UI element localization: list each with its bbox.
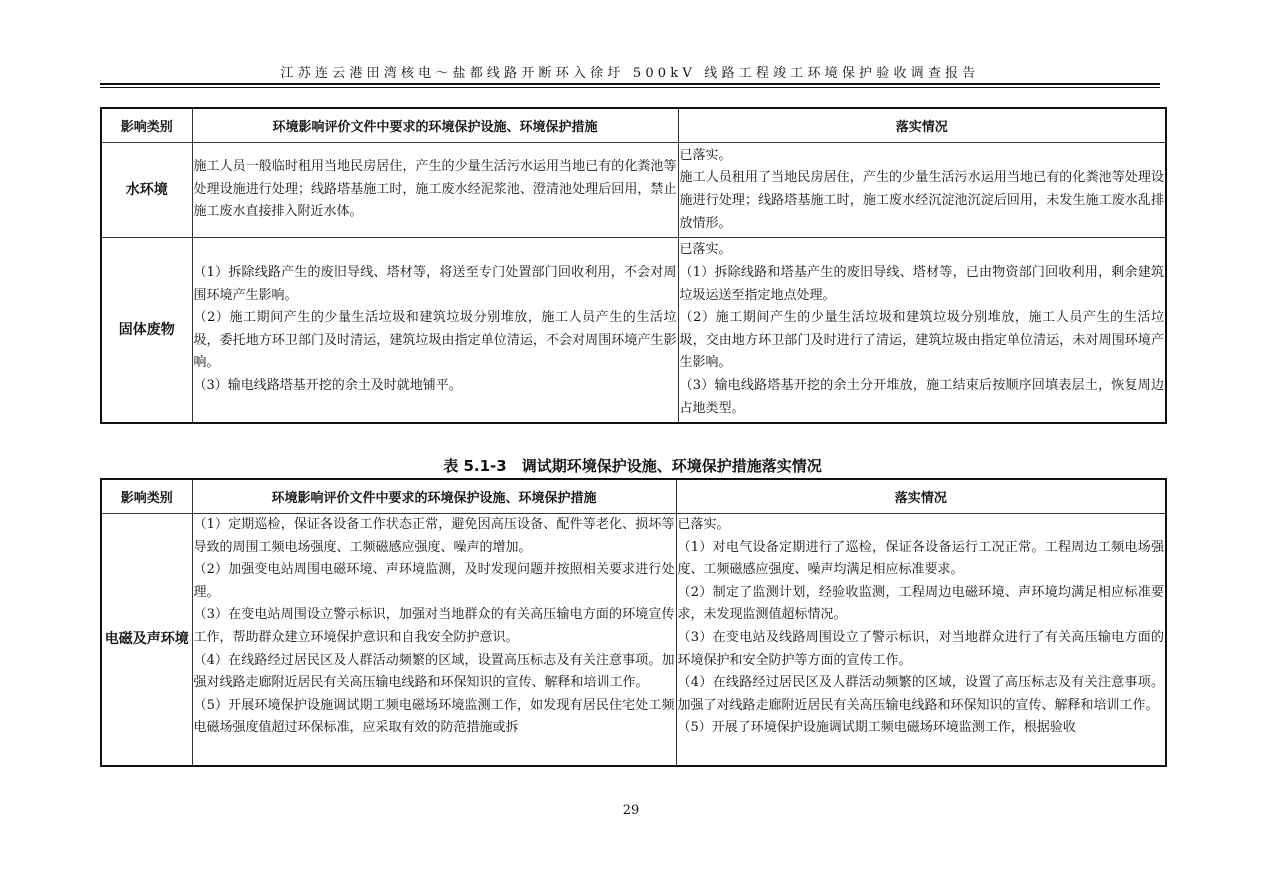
paragraph: （5）开展环境保护设施调试期工频电磁场环境监测工作，如发现有居民住宅处工频电磁场强度值超过环保标准，应采取有效的防范措施或拆 (193, 697, 675, 736)
paragraph: （1）拆除线路产生的废旧导线、塔材等，将送至专门处置部门回收利用，不会对周围环境产生影响。 (193, 264, 677, 303)
implementation-cell (678, 143, 1166, 238)
column-header-requirement: 环境影响评价文件中要求的环境保护设施、环境保护措施 (192, 108, 678, 143)
paragraph: （3）输电线路塔基开挖的余土分开堆放，施工结束后按顺序回填表层土，恢复周边占地类型。 (679, 377, 1164, 416)
paragraph: （1）拆除线路和塔基产生的废旧导线、塔材等，已由物资部门回收利用，剩余建筑垃圾运送至指定地点处理。 (679, 264, 1164, 303)
paragraph: （4）在线路经过居民区及人群活动频繁的区域，设置了高压标志及有关注意事项。加强了对线路走廊附近居民有关高压输电线路和环保知识的宣传、解释和培训工作。 (677, 675, 1164, 713)
paragraph: （2）制定了监测计划，经验收监测，工程周边电磁环境、声环境均满足相应标准要求，未发现监测值超标情况。 (677, 584, 1164, 623)
column-header-category: 影响类别 (101, 479, 192, 514)
column-header-implementation: 落实情况 (676, 479, 1166, 514)
table-caption: 表 5.1-3 调试期环境保护设施、环境保护措施落实情况 (443, 457, 822, 475)
paragraph: （5）开展了环境保护设施调试期工频电磁场环境监测工作，根据验收 (677, 720, 1076, 736)
table-construction-measures (100, 107, 1167, 424)
paragraph: （2）施工期间产生的少量生活垃圾和建筑垃圾分别堆放，施工人员产生的生活垃圾，委托地方环卫部门及时清运，建筑垃圾由指定单位清运，不会对周围环境产生影响。 (193, 310, 677, 371)
running-header: 江苏连云港田湾核电～盐都线路开断环入徐圩 500kV 线路工程竣工环境保护验收调查报告 (280, 66, 980, 81)
paragraph: （2）加强变电站周围电磁环境、声环境监测，及时发现问题并按照相关要求进行处理。 (193, 562, 675, 600)
paragraph: 施工人员租用了当地民房居住，产生的少量生活污水运用当地已有的化粪池等处理设施进行处理；线路塔基施工时，施工废水经沉淀池沉淀后回用，未发生施工废水乱排放情形。 (679, 170, 1164, 231)
paragraph: （1）对电气设备定期进行了巡检，保证各设备运行工况正常。工程周边工频电场强度、工频磁感应强度、噪声均满足相应标准要求。 (677, 539, 1164, 578)
column-header-requirement: 环境影响评价文件中要求的环境保护设施、环境保护措施 (192, 479, 676, 514)
category-cell: 电磁及声环境 (101, 514, 192, 766)
paragraph: （4）在线路经过居民区及人群活动频繁的区域，设置高压标志及有关注意事项。加强对线路走廊附近居民有关高压输电线路和环保知识的宣传、解释和培训工作。 (193, 652, 675, 691)
paragraph: （3）在变电站周围设立警示标识，加强对当地群众的有关高压输电方面的环境宣传工作，帮助群众建立环境保护意识和自我安全防护意识。 (193, 607, 675, 645)
header-rule (100, 83, 1160, 85)
table-header-row (101, 108, 1166, 143)
category-cell: 固体废物 (101, 238, 192, 423)
table-row (101, 238, 1166, 423)
paragraph: （3）在变电站及线路周围设立了警示标识，对当地群众进行了有关高压输电方面的环境保护和安全防护等方面的宣传工作。 (677, 629, 1164, 668)
category-cell: 水环境 (101, 143, 192, 238)
column-header-implementation: 落实情况 (678, 108, 1166, 143)
paragraph: 施工人员一般临时租用当地民房居住，产生的少量生活污水运用当地已有的化粪池等处理设施进行处理；线路塔基施工时，施工废水经泥浆池、澄清池处理后回用，禁止施工废水直接排入附近水体。 (193, 159, 677, 220)
requirement-cell (192, 143, 678, 238)
paragraph: （2）施工期间产生的少量生活垃圾和建筑垃圾分别堆放，施工人员产生的生活垃圾，交由地方环卫部门及时进行了清运，建筑垃圾由指定单位清运，未对周围环境产生影响。 (679, 310, 1164, 371)
table-header-row (101, 479, 1166, 514)
implementation-cell (676, 514, 1166, 766)
table-row (101, 143, 1166, 238)
table-commissioning-measures (100, 478, 1167, 767)
paragraph: 已落实。 (679, 242, 732, 258)
paragraph: （3）输电线路塔基开挖的余土及时就地铺平。 (193, 377, 462, 393)
requirement-cell (192, 238, 678, 423)
page-number: 29 (622, 803, 640, 818)
implementation-cell (678, 238, 1166, 423)
requirement-cell (192, 514, 676, 766)
paragraph: 已落实。 (677, 517, 730, 532)
paragraph: 已落实。 (679, 147, 732, 163)
paragraph: （1）定期巡检，保证各设备工作状态正常，避免因高压设备、配件等老化、损坏等导致的周围工频电场强度、工频磁感应强度、噪声的增加。 (193, 517, 675, 555)
column-header-category: 影响类别 (101, 108, 192, 143)
header-rule-thin (100, 87, 1160, 88)
table-row (101, 514, 1166, 766)
